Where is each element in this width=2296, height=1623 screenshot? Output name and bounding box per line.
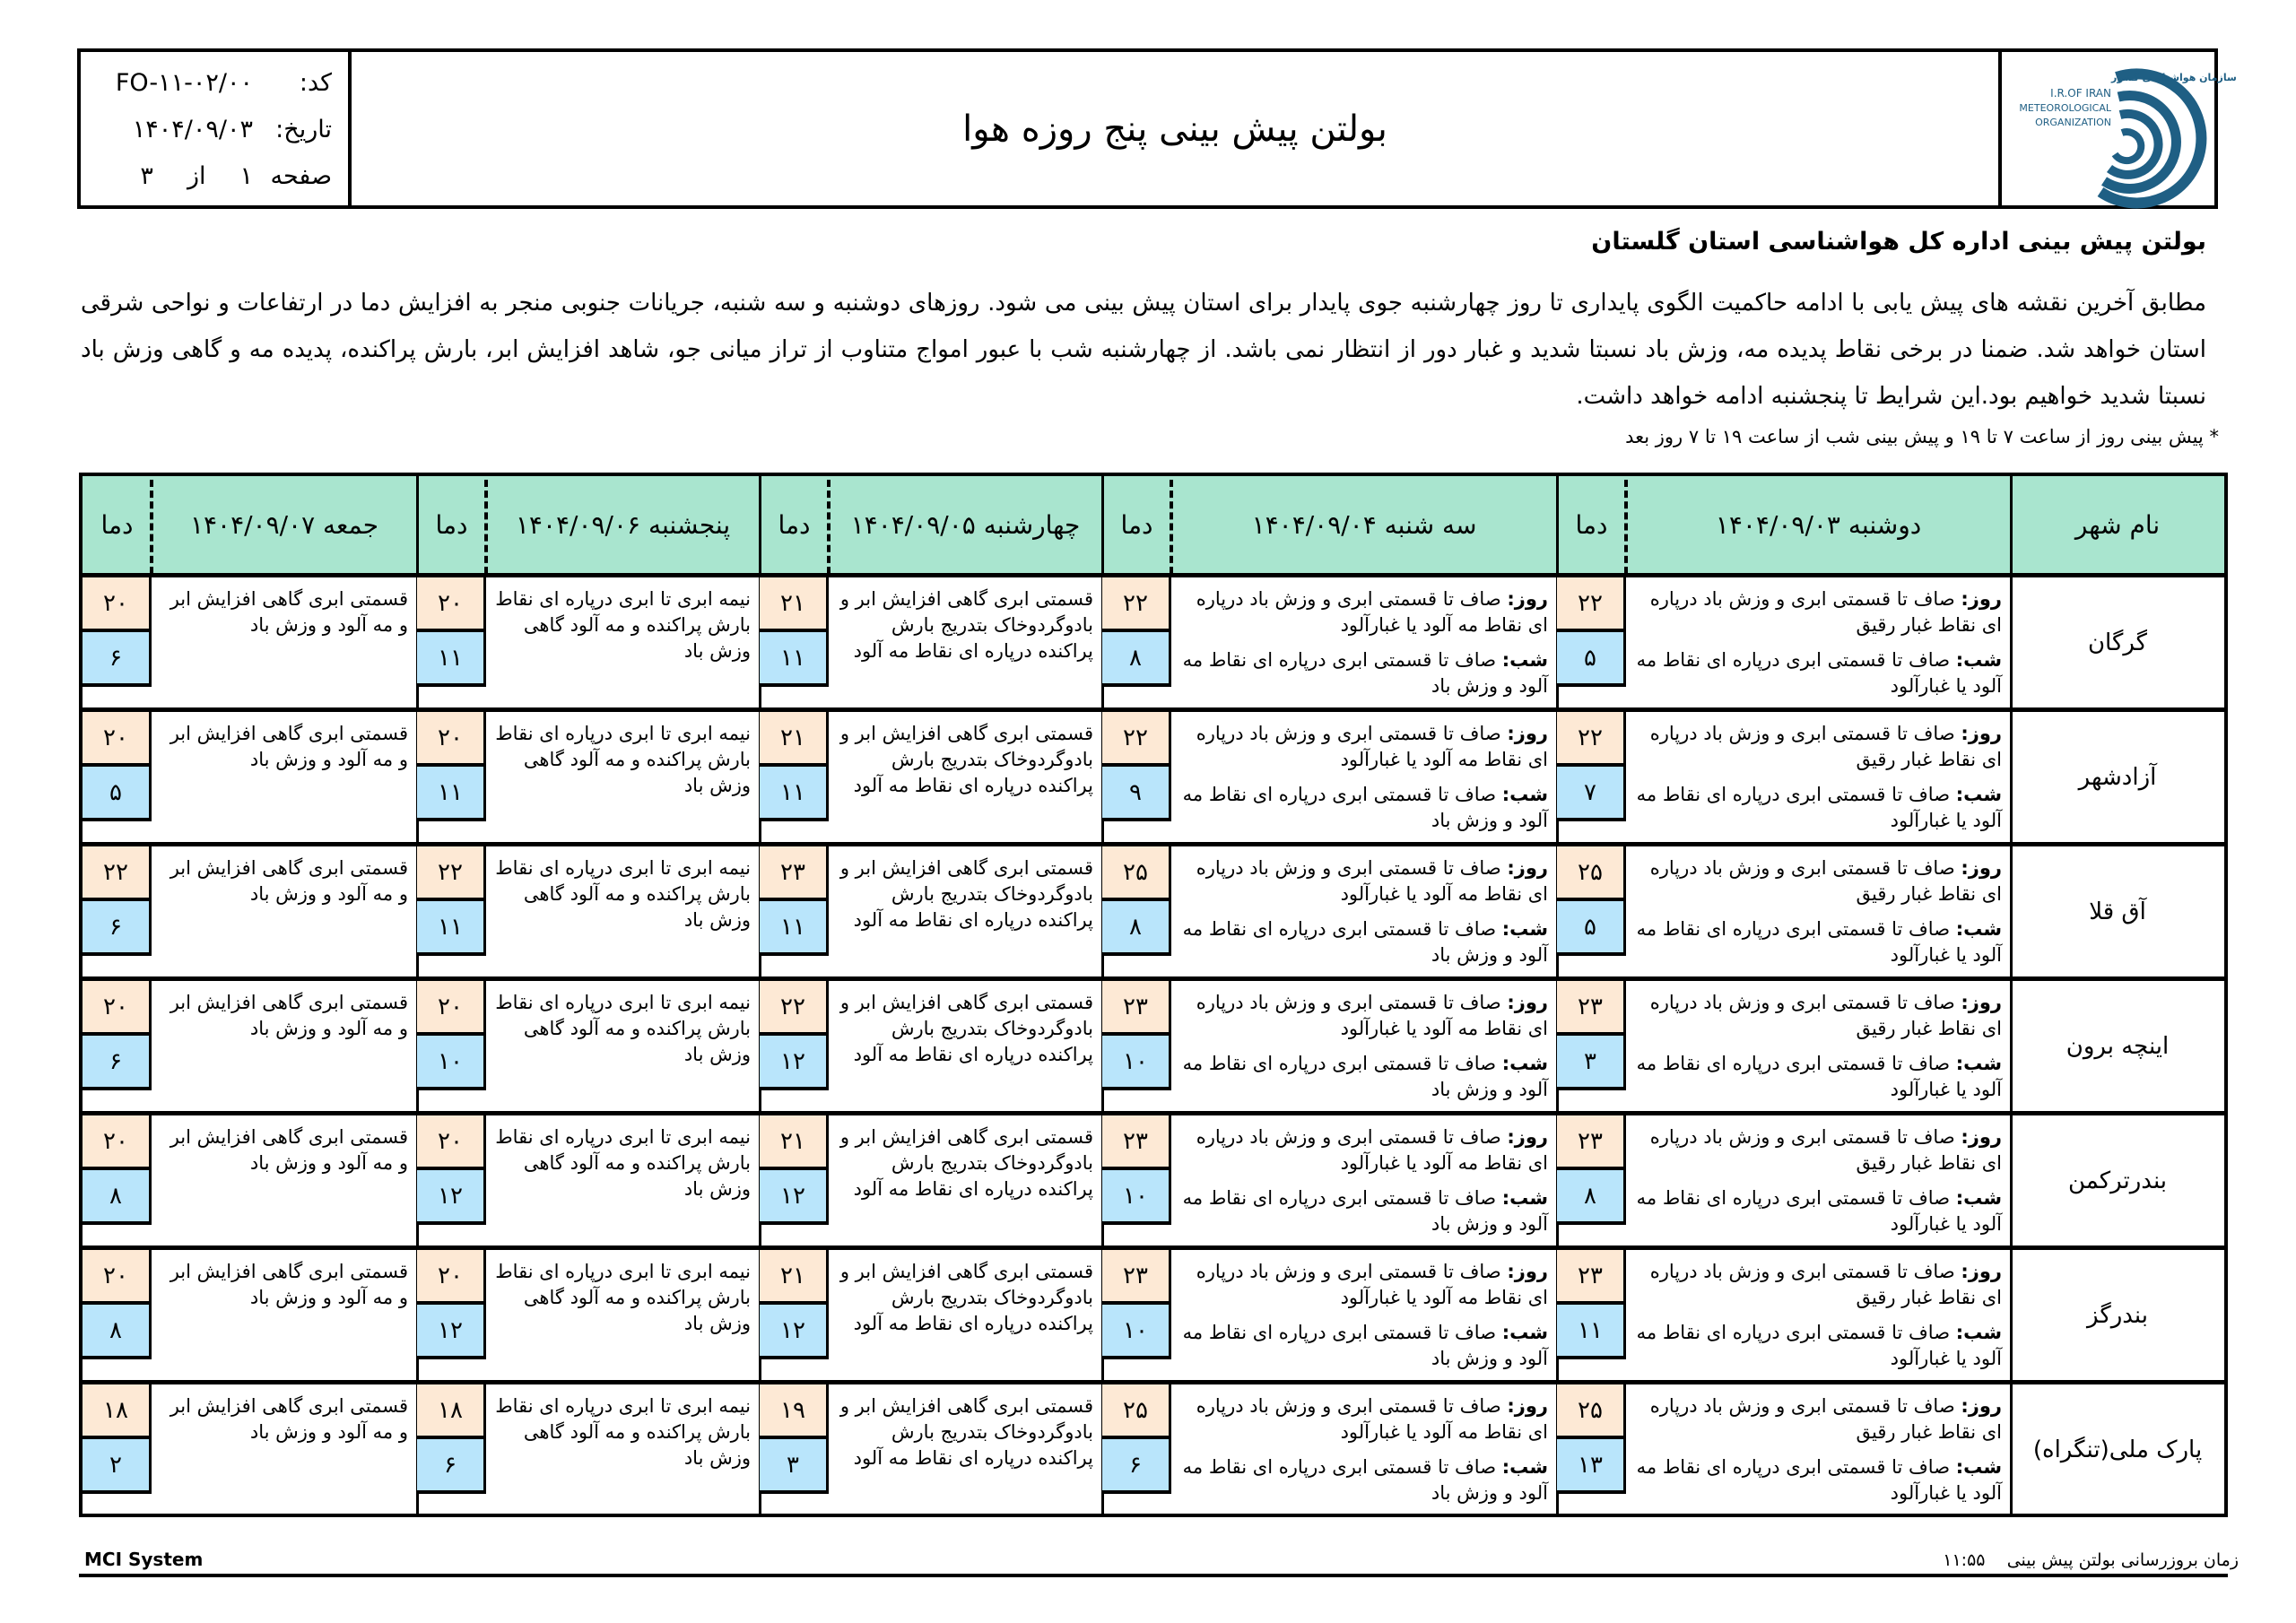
logo-icon — [2011, 57, 2237, 205]
daily-forecast-text: قسمتی ابری گاهی افزایش ابر و مه آلود و وزش باد — [170, 1261, 408, 1308]
code-value: FO-۱۱-۰۲/۰۰ — [115, 68, 253, 97]
day-label: روز: — [1507, 1126, 1548, 1148]
max-temp: ۲۰ — [417, 1115, 486, 1170]
min-temp: ۸ — [1102, 901, 1171, 956]
day-column-header: پنجشنبه ۱۴۰۴/۰۹/۰۶ — [486, 476, 760, 574]
temp-column-header: دما — [1102, 476, 1171, 574]
forecast-description — [834, 721, 1097, 799]
bulletin-summary: مطابق آخرین نقشه های پیش یابی با ادامه حاکمیت الگوی پایداری تا روز چهارشنبه جوی پایدار برای استان پیش بینی می شود. روزهای دوشنبه و سه شنبه، جریانات جنوبی منجر به افزایش دما در ارتفاعات و نواحی شرقی استان خواهد شد. ضمنا در برخی نقاط پدیده مه، وزش باد نسبتا شدید و غبار دور از انتظار نمی باشد. از چهارشنبه شب با عبور امواج متناوب از تراز میانی جو، شاهد افزایش ابر، بارش پراکنده، پدیده مه و گاهی وزش باد نسبتا شدید خواهیم بود.این شرایط تا پنجشنبه ادامه خواهد داشت. — [81, 290, 2206, 410]
max-temp: ۲۰ — [83, 577, 152, 632]
daily-forecast-text: قسمتی ابری گاهی افزایش ابر و بادوگردوخاک بتدریج بارش پراکنده درپاره ای نقاط مه آلود — [839, 588, 1093, 662]
forecast-description — [1177, 990, 1552, 1112]
forecast-description — [491, 1259, 754, 1337]
max-temp: ۲۲ — [1557, 712, 1626, 767]
day-column-header: سه شنبه ۱۴۰۴/۰۹/۰۴ — [1171, 476, 1557, 574]
table-row — [83, 1115, 2224, 1246]
forecast-time-footnote: * پیش بینی روز از ساعت ۷ تا ۱۹ و پیش بینی شب از ساعت ۱۹ تا ۷ روز بعد — [1625, 426, 2219, 447]
day-forecast — [1631, 1124, 2002, 1176]
logo-text-en-2: METEOROLOGICAL — [2019, 102, 2111, 114]
min-temp: ۱۱ — [417, 767, 486, 821]
daily-forecast-text: قسمتی ابری گاهی افزایش ابر و مه آلود و وزش باد — [170, 1126, 408, 1174]
night-forecast-text: صاف تا قسمتی ابری درپاره ای نقاط مه آلود و وزش باد — [1182, 649, 1548, 697]
forecast-description — [491, 586, 754, 664]
table-row — [83, 712, 2224, 843]
max-temp: ۱۹ — [760, 1384, 829, 1439]
min-temp: ۸ — [83, 1305, 152, 1359]
max-temp: ۲۱ — [760, 577, 829, 632]
night-label: شب: — [1955, 918, 2002, 940]
forecast-description — [157, 1259, 412, 1311]
daily-forecast-text: قسمتی ابری گاهی افزایش ابر و مه آلود و وزش باد — [170, 588, 408, 636]
forecast-description — [491, 855, 754, 933]
forecast-description — [834, 1259, 1097, 1337]
min-temp: ۱۲ — [417, 1305, 486, 1359]
day-forecast — [1631, 855, 2002, 907]
max-temp: ۲۲ — [1557, 577, 1626, 632]
forecast-description — [1631, 1124, 2005, 1246]
max-temp: ۲۵ — [1557, 846, 1626, 901]
temp-column-header: دما — [83, 476, 152, 574]
min-temp: ۵ — [83, 767, 152, 821]
update-time-info — [1943, 1550, 2239, 1570]
night-forecast — [1631, 647, 2002, 699]
min-temp: ۵ — [1557, 901, 1626, 956]
daily-forecast-text: قسمتی ابری گاهی افزایش ابر و مه آلود و وزش باد — [170, 857, 408, 905]
forecast-description — [157, 1124, 412, 1176]
night-forecast-text: صاف تا قسمتی ابری درپاره ای نقاط مه آلود و وزش باد — [1182, 918, 1548, 966]
day-column-header: جمعه ۱۴۰۴/۰۹/۰۷ — [152, 476, 417, 574]
page-row — [81, 152, 332, 199]
night-forecast — [1177, 647, 1548, 699]
daily-forecast-text: قسمتی ابری گاهی افزایش ابر و بادوگردوخاک بتدریج بارش پراکنده درپاره ای نقاط مه آلود — [839, 992, 1093, 1065]
forecast-description — [157, 721, 412, 773]
temp-column-header: دما — [417, 476, 486, 574]
day-forecast — [1177, 855, 1548, 907]
daily-forecast-text: قسمتی ابری گاهی افزایش ابر و بادوگردوخاک بتدریج بارش پراکنده درپاره ای نقاط مه آلود — [839, 723, 1093, 796]
min-temp: ۱۰ — [1102, 1170, 1171, 1225]
night-forecast — [1177, 1320, 1548, 1372]
night-label: شب: — [1501, 1053, 1548, 1074]
day-label: روز: — [1507, 723, 1548, 744]
min-temp: ۶ — [83, 1036, 152, 1090]
night-label: شب: — [1501, 649, 1548, 671]
system-name: MCI System — [84, 1549, 204, 1570]
night-forecast — [1631, 1454, 2002, 1506]
day-column-header: دوشنبه ۱۴۰۴/۰۹/۰۳ — [1626, 476, 2011, 574]
night-forecast-text: صاف تا قسمتی ابری درپاره ای نقاط مه آلود و وزش باد — [1182, 1322, 1548, 1369]
date-row — [81, 106, 332, 152]
max-temp: ۲۰ — [83, 1115, 152, 1170]
date-value: ۱۴۰۴/۰۹/۰۳ — [132, 115, 253, 143]
day-label: روز: — [1961, 588, 2002, 610]
header-dashed-divider — [484, 480, 488, 574]
code-label: کد: — [299, 68, 332, 97]
forecast-description — [157, 1393, 412, 1445]
min-temp: ۳ — [1557, 1036, 1626, 1090]
min-temp: ۱۱ — [760, 632, 829, 687]
day-forecast — [1631, 1259, 2002, 1311]
min-temp: ۱۲ — [760, 1170, 829, 1225]
night-forecast — [1631, 1320, 2002, 1372]
night-label: شب: — [1501, 1456, 1548, 1478]
night-forecast-text: صاف تا قسمتی ابری درپاره ای نقاط مه آلود یا غبارآلود — [1636, 784, 2002, 831]
daily-forecast-text: قسمتی ابری گاهی افزایش ابر و بادوگردوخاک بتدریج بارش پراکنده درپاره ای نقاط مه آلود — [839, 1126, 1093, 1200]
day-label: روز: — [1961, 723, 2002, 744]
min-temp: ۸ — [1102, 632, 1171, 687]
forecast-description — [1177, 586, 1552, 708]
forecast-description — [1177, 855, 1552, 977]
night-forecast-text: صاف تا قسمتی ابری درپاره ای نقاط مه آلود و وزش باد — [1182, 1187, 1548, 1235]
night-forecast-text: صاف تا قسمتی ابری درپاره ای نقاط مه آلود و وزش باد — [1182, 1053, 1548, 1100]
temp-column-header: دما — [1557, 476, 1626, 574]
min-temp: ۶ — [417, 1439, 486, 1494]
night-forecast — [1177, 782, 1548, 834]
code-row — [81, 59, 332, 106]
daily-forecast-text: قسمتی ابری گاهی افزایش ابر و بادوگردوخاک بتدریج بارش پراکنده درپاره ای نقاط مه آلود — [839, 857, 1093, 931]
daily-forecast-text: نیمه ابری تا ابری درپاره ای نقاط بارش پراکنده و مه آلود گاهی وزش باد — [495, 992, 751, 1065]
day-label: روز: — [1507, 588, 1548, 610]
max-temp: ۲۱ — [760, 712, 829, 767]
min-temp: ۱۰ — [417, 1036, 486, 1090]
day-forecast — [1177, 586, 1548, 638]
forecast-description — [834, 990, 1097, 1068]
day-forecast — [1631, 586, 2002, 638]
night-forecast — [1631, 1185, 2002, 1237]
max-temp: ۲۱ — [760, 1115, 829, 1170]
table-row — [83, 577, 2224, 708]
day-forecast — [1177, 1259, 1548, 1311]
city-name: گرگان — [2087, 629, 2148, 656]
min-temp: ۶ — [83, 632, 152, 687]
night-forecast-text: صاف تا قسمتی ابری درپاره ای نقاط مه آلود یا غبارآلود — [1636, 1053, 2002, 1100]
date-label: تاریخ: — [275, 115, 332, 143]
daily-forecast-text: نیمه ابری تا ابری درپاره ای نقاط بارش پراکنده و مه آلود گاهی وزش باد — [495, 857, 751, 931]
temp-column-header: دما — [760, 476, 829, 574]
logo-text-en-1: I.R.OF IRAN — [2050, 87, 2111, 100]
forecast-description — [1631, 586, 2005, 708]
night-forecast-text: صاف تا قسمتی ابری درپاره ای نقاط مه آلود یا غبارآلود — [1636, 918, 2002, 966]
night-forecast — [1177, 916, 1548, 968]
forecast-description — [1631, 721, 2005, 843]
min-temp: ۱۱ — [760, 767, 829, 821]
max-temp: ۲۰ — [417, 712, 486, 767]
day-forecast-text: صاف تا قسمتی ابری و وزش باد درپاره ای نقاط غبار رقیق — [1649, 588, 2002, 636]
day-forecast — [1631, 990, 2002, 1042]
max-temp: ۲۳ — [1102, 981, 1171, 1036]
day-label: روز: — [1507, 1261, 1548, 1282]
day-forecast-text: صاف تا قسمتی ابری و وزش باد درپاره ای نقاط مه آلود یا غبارآلود — [1196, 1261, 1548, 1308]
max-temp: ۲۲ — [83, 846, 152, 901]
page-of: از — [187, 161, 206, 190]
forecast-description — [157, 855, 412, 907]
night-forecast — [1631, 916, 2002, 968]
forecast-description — [1631, 990, 2005, 1112]
min-temp: ۶ — [1102, 1439, 1171, 1494]
forecast-description — [1631, 1259, 2005, 1381]
page-number — [140, 162, 253, 190]
max-temp: ۱۸ — [83, 1384, 152, 1439]
day-forecast-text: صاف تا قسمتی ابری و وزش باد درپاره ای نقاط مه آلود یا غبارآلود — [1196, 857, 1548, 905]
forecast-description — [157, 990, 412, 1042]
night-forecast — [1631, 782, 2002, 834]
night-label: شب: — [1955, 1053, 2002, 1074]
night-forecast-text: صاف تا قسمتی ابری درپاره ای نقاط مه آلود یا غبارآلود — [1636, 1187, 2002, 1235]
max-temp: ۲۳ — [1557, 981, 1626, 1036]
table-row — [83, 1384, 2224, 1515]
table-row — [83, 1250, 2224, 1381]
city-name: بندرترکمن — [2067, 1167, 2168, 1194]
forecast-table — [79, 473, 2228, 1517]
forecast-description — [834, 586, 1097, 664]
forecast-description — [157, 586, 412, 638]
min-temp: ۱۲ — [760, 1305, 829, 1359]
day-forecast — [1631, 721, 2002, 773]
forecast-description — [491, 1124, 754, 1202]
max-temp: ۲۰ — [83, 712, 152, 767]
min-temp: ۲ — [83, 1439, 152, 1494]
update-time-value: ۱۱:۵۵ — [1943, 1550, 1986, 1570]
max-temp: ۲۳ — [1102, 1250, 1171, 1305]
min-temp: ۱۱ — [1557, 1305, 1626, 1359]
daily-forecast-text: قسمتی ابری گاهی افزایش ابر و مه آلود و وزش باد — [170, 723, 408, 770]
day-label: روز: — [1507, 1395, 1548, 1417]
day-column-header: چهارشنبه ۱۴۰۴/۰۹/۰۵ — [829, 476, 1102, 574]
night-forecast-text: صاف تا قسمتی ابری درپاره ای نقاط مه آلود یا غبارآلود — [1636, 1322, 2002, 1369]
daily-forecast-text: قسمتی ابری گاهی افزایش ابر و بادوگردوخاک بتدریج بارش پراکنده درپاره ای نقاط مه آلود — [839, 1261, 1093, 1334]
city-name: آزادشهر — [2078, 764, 2157, 791]
day-forecast — [1631, 1393, 2002, 1445]
day-forecast-text: صاف تا قسمتی ابری و وزش باد درپاره ای نقاط مه آلود یا غبارآلود — [1196, 1395, 1548, 1443]
forecast-description — [1631, 1393, 2005, 1515]
page-current: ۱ — [239, 161, 253, 190]
min-temp: ۱۱ — [417, 901, 486, 956]
night-forecast — [1177, 1051, 1548, 1103]
night-label: شب: — [1501, 918, 1548, 940]
daily-forecast-text: قسمتی ابری گاهی افزایش ابر و مه آلود و وزش باد — [170, 1395, 408, 1443]
city-name: آق قلا — [2089, 898, 2146, 925]
min-temp: ۸ — [1557, 1170, 1626, 1225]
min-temp: ۱۲ — [760, 1036, 829, 1090]
day-forecast-text: صاف تا قسمتی ابری و وزش باد درپاره ای نقاط غبار رقیق — [1649, 1126, 2002, 1174]
max-temp: ۲۲ — [1102, 712, 1171, 767]
forecast-description — [834, 855, 1097, 933]
table-row — [83, 846, 2224, 977]
min-temp: ۱۰ — [1102, 1036, 1171, 1090]
max-temp: ۲۳ — [1557, 1250, 1626, 1305]
min-temp: ۸ — [83, 1170, 152, 1225]
day-forecast-text: صاف تا قسمتی ابری و وزش باد درپاره ای نقاط غبار رقیق — [1649, 1261, 2002, 1308]
night-forecast — [1177, 1185, 1548, 1237]
daily-forecast-text: نیمه ابری تا ابری درپاره ای نقاط بارش پراکنده و مه آلود گاهی وزش باد — [495, 723, 751, 796]
min-temp: ۱۱ — [760, 901, 829, 956]
forecast-description — [1631, 855, 2005, 977]
forecast-description — [1177, 1393, 1552, 1515]
day-label: روز: — [1961, 857, 2002, 879]
forecast-description — [1177, 1124, 1552, 1246]
max-temp: ۲۲ — [417, 846, 486, 901]
night-forecast — [1631, 1051, 2002, 1103]
bulletin-heading: بولتن پیش بینی اداره کل هواشناسی استان گلستان — [1591, 228, 2206, 256]
header-dashed-divider — [1170, 480, 1173, 574]
day-forecast — [1177, 990, 1548, 1042]
meteorological-organization-logo — [1998, 52, 2237, 205]
night-forecast — [1177, 1454, 1548, 1506]
max-temp: ۲۳ — [760, 846, 829, 901]
forecast-description — [1177, 721, 1552, 843]
min-temp: ۹ — [1102, 767, 1171, 821]
daily-forecast-text: نیمه ابری تا ابری درپاره ای نقاط بارش پراکنده و مه آلود گاهی وزش باد — [495, 1395, 751, 1469]
min-temp: ۱۲ — [417, 1170, 486, 1225]
max-temp: ۲۲ — [1102, 577, 1171, 632]
logo-text-en-3: ORGANIZATION — [2035, 117, 2111, 128]
min-temp: ۱۱ — [417, 632, 486, 687]
night-label: شب: — [1955, 784, 2002, 805]
forecast-description — [834, 1124, 1097, 1202]
night-label: شب: — [1501, 1187, 1548, 1209]
min-temp: ۵ — [1557, 632, 1626, 687]
day-label: روز: — [1961, 1395, 2002, 1417]
max-temp: ۲۰ — [417, 577, 486, 632]
footer-divider — [79, 1574, 2228, 1577]
max-temp: ۱۸ — [417, 1384, 486, 1439]
daily-forecast-text: نیمه ابری تا ابری درپاره ای نقاط بارش پراکنده و مه آلود گاهی وزش باد — [495, 1261, 751, 1334]
night-forecast-text: صاف تا قسمتی ابری درپاره ای نقاط مه آلود یا غبارآلود — [1636, 1456, 2002, 1504]
day-label: روز: — [1961, 992, 2002, 1013]
day-forecast-text: صاف تا قسمتی ابری و وزش باد درپاره ای نقاط مه آلود یا غبارآلود — [1196, 723, 1548, 770]
day-label: روز: — [1507, 857, 1548, 879]
header-dashed-divider — [827, 480, 831, 574]
header-dashed-divider — [150, 480, 153, 574]
page-label: صفحه — [270, 161, 332, 190]
day-forecast — [1177, 721, 1548, 773]
day-label: روز: — [1507, 992, 1548, 1013]
day-forecast-text: صاف تا قسمتی ابری و وزش باد درپاره ای نقاط مه آلود یا غبارآلود — [1196, 992, 1548, 1039]
min-temp: ۱۳ — [1557, 1439, 1626, 1494]
max-temp: ۲۰ — [417, 981, 486, 1036]
forecast-description — [491, 721, 754, 799]
night-label: شب: — [1501, 1322, 1548, 1343]
night-forecast-text: صاف تا قسمتی ابری درپاره ای نقاط مه آلود و وزش باد — [1182, 1456, 1548, 1504]
min-temp: ۳ — [760, 1439, 829, 1494]
min-temp: ۶ — [83, 901, 152, 956]
page-total: ۳ — [140, 161, 153, 190]
header-dashed-divider — [1624, 480, 1628, 574]
forecast-description — [1177, 1259, 1552, 1381]
day-forecast-text: صاف تا قسمتی ابری و وزش باد درپاره ای نقاط غبار رقیق — [1649, 1395, 2002, 1443]
day-forecast-text: صاف تا قسمتی ابری و وزش باد درپاره ای نقاط غبار رقیق — [1649, 857, 2002, 905]
city-name: اینچه برون — [2066, 1033, 2170, 1060]
daily-forecast-text: نیمه ابری تا ابری درپاره ای نقاط بارش پراکنده و مه آلود گاهی وزش باد — [495, 1126, 751, 1200]
max-temp: ۲۰ — [83, 1250, 152, 1305]
night-label: شب: — [1955, 1322, 2002, 1343]
page-title: بولتن پیش بینی پنج روزه هوا — [962, 108, 1387, 150]
day-forecast-text: صاف تا قسمتی ابری و وزش باد درپاره ای نقاط غبار رقیق — [1649, 723, 2002, 770]
day-forecast — [1177, 1124, 1548, 1176]
document-header — [77, 48, 2237, 209]
night-label: شب: — [1501, 784, 1548, 805]
daily-forecast-text: قسمتی ابری گاهی افزایش ابر و بادوگردوخاک بتدریج بارش پراکنده درپاره ای نقاط مه آلود — [839, 1395, 1093, 1469]
day-forecast-text: صاف تا قسمتی ابری و وزش باد درپاره ای نقاط غبار رقیق — [1649, 992, 2002, 1039]
update-time-label: زمان بروزرسانی بولتن پیش بینی — [2006, 1550, 2239, 1570]
min-temp: ۷ — [1557, 767, 1626, 821]
document-meta — [81, 52, 352, 205]
min-temp: ۱۰ — [1102, 1305, 1171, 1359]
city-column-header: نام شهر — [2011, 476, 2224, 574]
day-forecast — [1177, 1393, 1548, 1445]
night-forecast-text: صاف تا قسمتی ابری درپاره ای نقاط مه آلود و وزش باد — [1182, 784, 1548, 831]
day-forecast-text: صاف تا قسمتی ابری و وزش باد درپاره ای نقاط مه آلود یا غبارآلود — [1196, 1126, 1548, 1174]
max-temp: ۲۰ — [417, 1250, 486, 1305]
max-temp: ۲۳ — [1557, 1115, 1626, 1170]
daily-forecast-text: قسمتی ابری گاهی افزایش ابر و مه آلود و وزش باد — [170, 992, 408, 1039]
forecast-description — [491, 990, 754, 1068]
day-forecast-text: صاف تا قسمتی ابری و وزش باد درپاره ای نقاط مه آلود یا غبارآلود — [1196, 588, 1548, 636]
night-forecast-text: صاف تا قسمتی ابری درپاره ای نقاط مه آلود یا غبارآلود — [1636, 649, 2002, 697]
table-row — [83, 981, 2224, 1112]
logo-text-fa: سازمان هواشناسی کشور — [2111, 72, 2237, 83]
day-label: روز: — [1961, 1261, 2002, 1282]
night-label: شب: — [1955, 1456, 2002, 1478]
city-name: پارک ملی(تنگراه) — [2032, 1436, 2203, 1463]
max-temp: ۲۳ — [1102, 1115, 1171, 1170]
max-temp: ۲۵ — [1102, 846, 1171, 901]
max-temp: ۲۲ — [760, 981, 829, 1036]
forecast-description — [834, 1393, 1097, 1471]
daily-forecast-text: نیمه ابری تا ابری درپاره ای نقاط بارش پراکنده و مه آلود گاهی وزش باد — [495, 588, 751, 662]
night-label: شب: — [1955, 649, 2002, 671]
max-temp: ۲۱ — [760, 1250, 829, 1305]
forecast-description — [491, 1393, 754, 1471]
night-label: شب: — [1955, 1187, 2002, 1209]
max-temp: ۲۵ — [1557, 1384, 1626, 1439]
day-label: روز: — [1961, 1126, 2002, 1148]
max-temp: ۲۰ — [83, 981, 152, 1036]
city-name: بندرگز — [2087, 1302, 2149, 1329]
max-temp: ۲۵ — [1102, 1384, 1171, 1439]
